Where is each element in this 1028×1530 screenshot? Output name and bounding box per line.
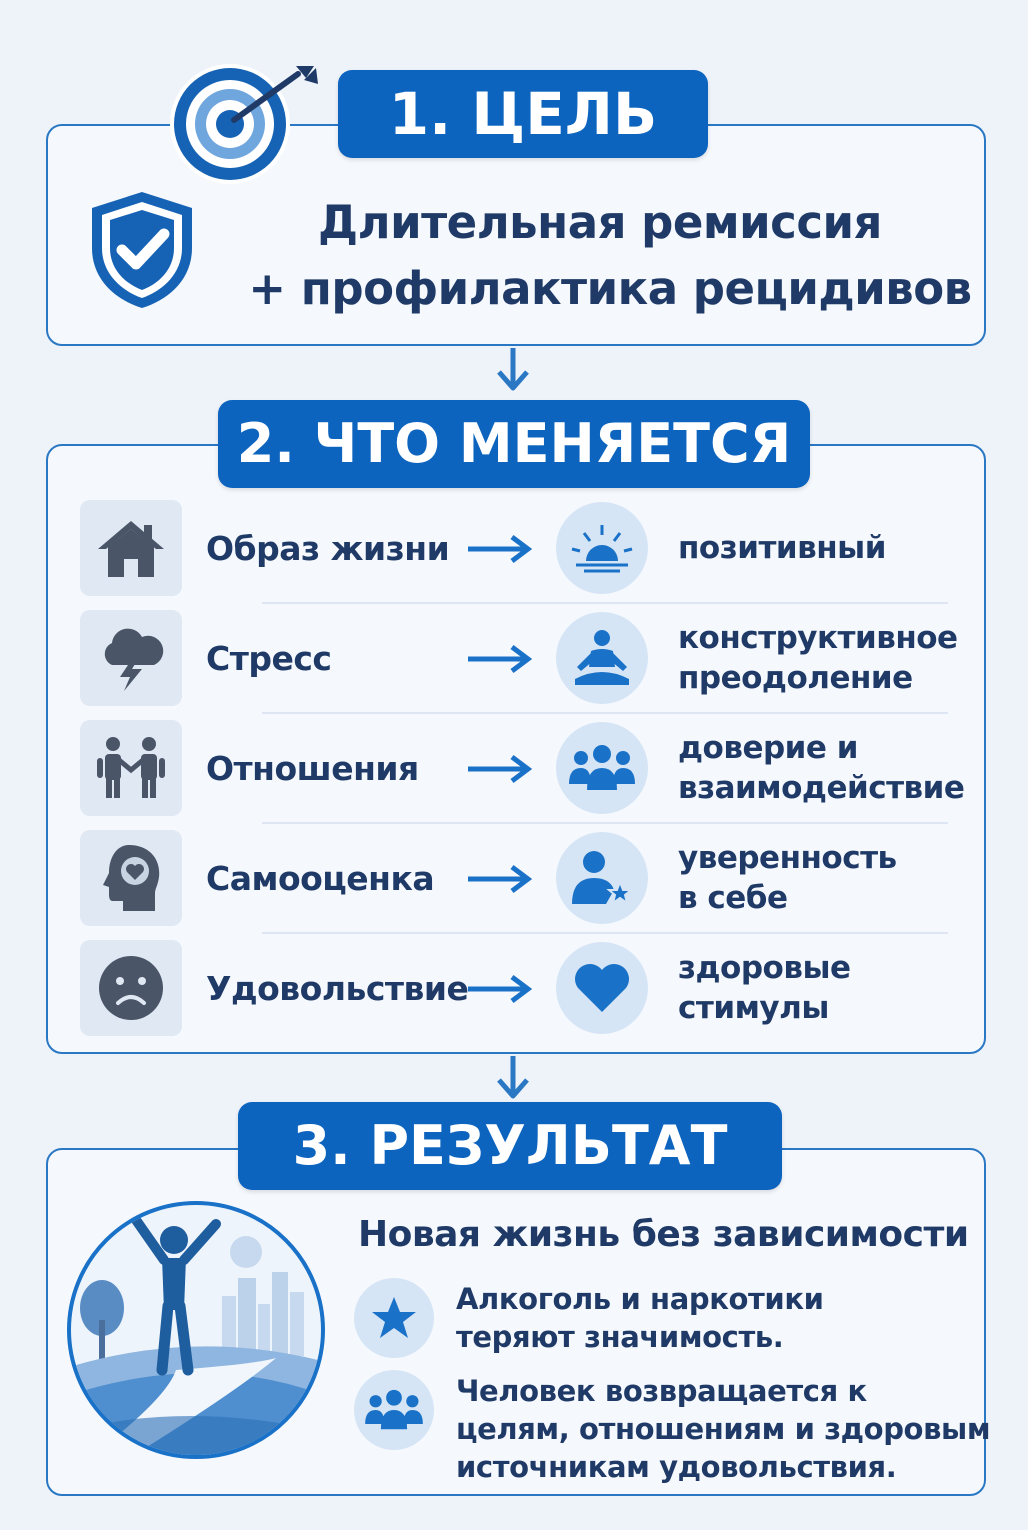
sad-face-icon	[80, 940, 182, 1036]
row-divider	[262, 602, 948, 604]
change-from-label: Образ жизни	[206, 528, 450, 568]
change-from-label: Отношения	[206, 748, 419, 788]
section3-title: 3. РЕЗУЛЬТАТ	[238, 1102, 782, 1190]
head-heart-icon	[80, 830, 182, 926]
person-celebrating-road-city-icon	[66, 1200, 326, 1460]
change-row	[80, 830, 948, 934]
right-arrow-icon	[468, 534, 534, 568]
change-to-label	[678, 940, 851, 1036]
row-divider	[262, 712, 948, 714]
section1-title: 1. ЦЕЛЬ	[338, 70, 708, 158]
goal-line-1: Длительная ремиссия	[318, 196, 882, 249]
meditation-icon	[556, 612, 648, 704]
goal-line-2: + профилактика рецидивов	[248, 262, 972, 315]
row-divider	[262, 822, 948, 824]
change-to-line-1: здоровые	[678, 950, 851, 986]
heart-icon	[556, 942, 648, 1034]
row-divider	[262, 932, 948, 934]
result-item-line-2: целям, отношениям и здоровым	[456, 1412, 991, 1446]
change-from-label: Удовольствие	[206, 968, 469, 1008]
result-item-line-3: источникам удовольствия.	[456, 1450, 897, 1484]
change-row	[80, 940, 948, 1044]
person-star-icon	[556, 832, 648, 924]
change-to-label	[678, 720, 964, 816]
change-from-label: Самооценка	[206, 858, 435, 898]
change-to-line-2: взаимодействие	[678, 770, 965, 806]
two-people-icon	[80, 720, 182, 816]
down-arrow-icon	[495, 1056, 531, 1108]
change-row	[80, 500, 948, 604]
change-to-label	[678, 830, 897, 926]
change-row	[80, 610, 958, 714]
result-item	[456, 1280, 824, 1356]
result-headline: Новая жизнь без зависимости	[358, 1214, 969, 1255]
change-row	[80, 720, 965, 824]
change-to-line-1: конструктивное	[678, 620, 958, 656]
right-arrow-icon	[468, 754, 534, 788]
change-to-line-2: преодоление	[678, 660, 913, 696]
target-icon	[164, 64, 324, 184]
change-to-label	[678, 610, 958, 706]
storm-cloud-icon	[80, 610, 182, 706]
change-to-line-2: в себе	[678, 880, 788, 916]
change-to-line-1: доверие и	[678, 730, 858, 766]
section2-title: 2. ЧТО МЕНЯЕТСЯ	[218, 400, 810, 488]
change-to-line-2: стимулы	[678, 990, 829, 1026]
sunrise-icon	[556, 502, 648, 594]
change-from-label: Стресс	[206, 638, 332, 678]
group-icon	[354, 1370, 434, 1450]
change-to-line-1: уверенность	[678, 840, 897, 876]
result-item-line-1: Человек возвращается к	[456, 1374, 867, 1408]
house-icon	[80, 500, 182, 596]
star-icon	[354, 1278, 434, 1358]
result-item-line-2: теряют значимость.	[456, 1320, 784, 1354]
result-item	[456, 1372, 990, 1486]
down-arrow-icon	[495, 348, 531, 400]
right-arrow-icon	[468, 644, 534, 678]
right-arrow-icon	[468, 974, 534, 1008]
right-arrow-icon	[468, 864, 534, 898]
goal-text	[220, 190, 1000, 322]
group-icon	[556, 722, 648, 814]
change-to-label	[678, 500, 886, 596]
shield-check-icon	[86, 188, 198, 312]
change-to-line-1: позитивный	[678, 530, 886, 566]
result-item-line-1: Алкоголь и наркотики	[456, 1282, 824, 1316]
